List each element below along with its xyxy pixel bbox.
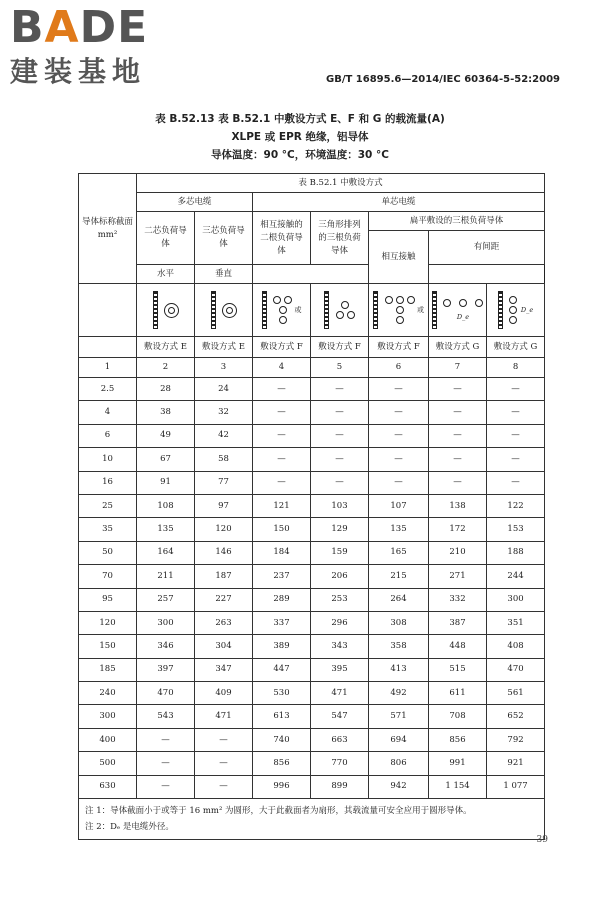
ampacity-cell: 165 [369, 541, 429, 564]
note-2: 注 2：Dₑ 是电缆外径。 [85, 822, 174, 833]
ampacity-cell: 146 [195, 541, 253, 564]
table-row [79, 775, 545, 798]
ampacity-cell: 351 [487, 611, 545, 634]
ampacity-cell: 67 [137, 448, 195, 471]
ampacity-cell: 237 [253, 565, 311, 588]
ampacity-cell: 561 [487, 682, 545, 705]
ampacity-cell: — [429, 471, 487, 494]
ampacity-cell: — [311, 471, 369, 494]
method-cell: 敷设方式 F [253, 337, 311, 358]
ampacity-cell: 206 [311, 565, 369, 588]
ampacity-cell: — [429, 401, 487, 424]
ampacity-cell: 397 [137, 658, 195, 681]
diagram-row [79, 284, 545, 337]
ampacity-cell: 740 [253, 728, 311, 751]
ampacity-cell: 448 [429, 635, 487, 658]
method-cell: 敷设方式 E [195, 337, 253, 358]
method-cell: 敷设方式 F [311, 337, 369, 358]
standard-code: GB/T 16895.6—2014/IEC 60364-5-52:2009 [326, 74, 560, 85]
ampacity-cell: 389 [253, 635, 311, 658]
ampacity-cell: — [487, 424, 545, 447]
method-cell: 敷设方式 F [369, 337, 429, 358]
ampacity-cell: 492 [369, 682, 429, 705]
table-row [79, 518, 545, 541]
ampacity-cell: 308 [369, 611, 429, 634]
table-title: 表 B.52.13 表 B.52.1 中敷设方式 E、F 和 G 的载流量(A) [155, 113, 445, 125]
ampacity-cell: — [429, 448, 487, 471]
ampacity-cell: — [253, 471, 311, 494]
ampacity-cell: 120 [195, 518, 253, 541]
ampacity-cell: — [429, 424, 487, 447]
blank-cell [79, 284, 137, 337]
table-row [79, 728, 545, 751]
cross-section-cell: 70 [79, 565, 137, 588]
ampacity-cell: 187 [195, 565, 253, 588]
cross-section-cell: 10 [79, 448, 137, 471]
column-number: 5 [311, 358, 369, 378]
table-subtitle-insulation: XLPE 或 EPR 绝缘，铝导体 [231, 131, 369, 143]
ampacity-cell: 227 [195, 588, 253, 611]
table-subtitle-temperature: 导体温度：90 °C，环境温度：30 °C [211, 149, 389, 161]
wall-icon [262, 291, 267, 329]
cross-section-cell: 35 [79, 518, 137, 541]
ampacity-cell: — [369, 401, 429, 424]
ampacity-cell: 413 [369, 658, 429, 681]
ampacity-cell: — [137, 775, 195, 798]
column-number: 3 [195, 358, 253, 378]
cross-section-cell: 6 [79, 424, 137, 447]
ampacity-cell: 332 [429, 588, 487, 611]
ampacity-cell: 253 [311, 588, 369, 611]
ampacity-cell: — [253, 424, 311, 447]
group-spaced: 有间距 [429, 231, 545, 265]
ampacity-cell: 97 [195, 494, 253, 517]
table-row [79, 494, 545, 517]
method-cell: 敷设方式 E [137, 337, 195, 358]
ampacity-cell: — [429, 378, 487, 401]
group-single-core: 单芯电缆 [253, 193, 545, 212]
stub-header: 导体标称截面 mm² [79, 174, 137, 284]
column-number-row [79, 358, 545, 378]
ampacity-cell: — [195, 752, 253, 775]
cross-section-cell: 16 [79, 471, 137, 494]
ampacity-cell: 996 [253, 775, 311, 798]
cross-section-cell: 400 [79, 728, 137, 751]
logo [10, 2, 180, 90]
wall-icon [211, 291, 216, 329]
table-row [79, 448, 545, 471]
ampacity-cell: — [253, 378, 311, 401]
ampacity-cell: 38 [137, 401, 195, 424]
group-multi-core: 多芯电缆 [137, 193, 253, 212]
cross-section-cell: 300 [79, 705, 137, 728]
group-flat: 扁平敷设的三根负荷导体 [369, 212, 545, 231]
ampacity-cell: — [487, 471, 545, 494]
wall-icon [324, 291, 329, 329]
ampacity-cell: — [137, 752, 195, 775]
ampacity-cell: 571 [369, 705, 429, 728]
ampacity-cell: 921 [487, 752, 545, 775]
ampacity-cell: 613 [253, 705, 311, 728]
ampacity-cell: 543 [137, 705, 195, 728]
ampacity-cell: 304 [195, 635, 253, 658]
table-row [79, 541, 545, 564]
data-rows [79, 378, 545, 799]
ampacity-cell: — [195, 775, 253, 798]
ampacity-cell: — [311, 378, 369, 401]
diagram-3core [195, 284, 253, 337]
ampacity-cell: 408 [487, 635, 545, 658]
ampacity-cell: — [369, 378, 429, 401]
notes-cell [79, 799, 545, 840]
ampacity-cell: — [369, 424, 429, 447]
ampacity-cell: 103 [311, 494, 369, 517]
wall-icon [432, 291, 437, 329]
ampacity-cell: 58 [195, 448, 253, 471]
ampacity-cell: 471 [195, 705, 253, 728]
ampacity-cell: 264 [369, 588, 429, 611]
ampacity-cell: 395 [311, 658, 369, 681]
ampacity-cell: 135 [137, 518, 195, 541]
column-number: 4 [253, 358, 311, 378]
ampacity-cell: 150 [253, 518, 311, 541]
wall-icon [498, 291, 503, 329]
de-label: D_e [456, 313, 470, 321]
table-row [79, 658, 545, 681]
column-number: 7 [429, 358, 487, 378]
ampacity-cell: 24 [195, 378, 253, 401]
note-1: 注 1：导体截面小于或等于 16 mm² 为圆形，大于此截面者为扇形，其载流量可安全应用于圆形导体。 [85, 806, 472, 817]
ampacity-cell: 172 [429, 518, 487, 541]
col-header-trefoil: 三角形排列的三根负荷导体 [311, 212, 369, 265]
table-row [79, 635, 545, 658]
ampacity-cell: 300 [137, 611, 195, 634]
table-title-block [0, 110, 600, 164]
cross-section-cell: 95 [79, 588, 137, 611]
col-header-2touch: 相互接触的二根负荷导体 [253, 212, 311, 265]
ampacity-cell: — [369, 448, 429, 471]
ampacity-cell: 652 [487, 705, 545, 728]
ampacity-cell: 32 [195, 401, 253, 424]
diagram-trefoil [311, 284, 369, 337]
ampacity-cell: 347 [195, 658, 253, 681]
ampacity-cell: 135 [369, 518, 429, 541]
ampacity-cell: 121 [253, 494, 311, 517]
method-cell: 敷设方式 G [487, 337, 545, 358]
ampacity-cell: 263 [195, 611, 253, 634]
ampacity-cell: 991 [429, 752, 487, 775]
ampacity-cell: 409 [195, 682, 253, 705]
diagram-flat-touch [369, 284, 429, 337]
ampacity-cell: 471 [311, 682, 369, 705]
ampacity-cell: 806 [369, 752, 429, 775]
ampacity-cell: 1 154 [429, 775, 487, 798]
ampacity-cell: 856 [253, 752, 311, 775]
table-row [79, 471, 545, 494]
ampacity-cell: 530 [253, 682, 311, 705]
ampacity-cell: — [253, 448, 311, 471]
ampacity-cell: 159 [311, 541, 369, 564]
cross-section-cell: 4 [79, 401, 137, 424]
table-row [79, 401, 545, 424]
method-row [79, 337, 545, 358]
ampacity-cell: 210 [429, 541, 487, 564]
two-core-cable-icon [164, 303, 179, 318]
ampacity-cell: 856 [429, 728, 487, 751]
logo-wordmark: BADE [10, 2, 149, 53]
method-cell: 敷设方式 G [429, 337, 487, 358]
ampacity-cell: — [369, 471, 429, 494]
ampacity-cell: — [137, 728, 195, 751]
table-row [79, 611, 545, 634]
ampacity-cell: 289 [253, 588, 311, 611]
ampacity-cell: 215 [369, 565, 429, 588]
table-row [79, 424, 545, 447]
ampacity-cell: — [253, 401, 311, 424]
diagram-2touch [253, 284, 311, 337]
ampacity-cell: 337 [253, 611, 311, 634]
table-row [79, 588, 545, 611]
wall-icon [153, 291, 158, 329]
diagram-2core [137, 284, 195, 337]
ampacity-cell: 153 [487, 518, 545, 541]
ampacity-cell: 188 [487, 541, 545, 564]
ampacity-cell: 28 [137, 378, 195, 401]
cross-section-cell: 630 [79, 775, 137, 798]
ampacity-cell: 164 [137, 541, 195, 564]
table-row [79, 752, 545, 775]
logo-chinese-text: 建装基地 [10, 55, 147, 88]
or-label: 或 [294, 305, 302, 314]
table-row [79, 705, 545, 728]
ampacity-cell: 343 [311, 635, 369, 658]
blank-cell [79, 337, 137, 358]
ampacity-cell: 387 [429, 611, 487, 634]
table-row [79, 378, 545, 401]
wall-icon [373, 291, 378, 329]
col-header-3core: 三芯负荷导体 [195, 212, 253, 265]
ampacity-cell: 792 [487, 728, 545, 751]
cross-section-cell: 500 [79, 752, 137, 775]
cross-section-cell: 240 [79, 682, 137, 705]
ampacity-cell: 42 [195, 424, 253, 447]
ampacity-table [78, 173, 545, 840]
ampacity-cell: 942 [369, 775, 429, 798]
ampacity-cell: — [487, 448, 545, 471]
ampacity-cell: — [487, 401, 545, 424]
ampacity-cell: — [311, 401, 369, 424]
cross-section-cell: 185 [79, 658, 137, 681]
cross-section-cell: 120 [79, 611, 137, 634]
ampacity-cell: 611 [429, 682, 487, 705]
ampacity-cell: 211 [137, 565, 195, 588]
ampacity-cell: 770 [311, 752, 369, 775]
ampacity-cell: 271 [429, 565, 487, 588]
ampacity-cell: — [311, 448, 369, 471]
ampacity-cell: 184 [253, 541, 311, 564]
ampacity-cell: — [487, 378, 545, 401]
ampacity-cell: 470 [487, 658, 545, 681]
de-label: D_e [520, 305, 534, 314]
column-number: 8 [487, 358, 545, 378]
ampacity-cell: 358 [369, 635, 429, 658]
col-header-flat-touch: 相互接触 [369, 231, 429, 284]
col-header-horizontal: 水平 [137, 265, 195, 284]
ampacity-cell: 49 [137, 424, 195, 447]
column-number: 1 [79, 358, 137, 378]
top-header: 表 B.52.1 中敷设方式 [137, 174, 545, 193]
col-header-vertical: 垂直 [195, 265, 253, 284]
ampacity-cell: 663 [311, 728, 369, 751]
ampacity-cell: 694 [369, 728, 429, 751]
ampacity-cell: 447 [253, 658, 311, 681]
or-label: 或 [417, 305, 424, 314]
col-header-2core: 二芯负荷导体 [137, 212, 195, 265]
column-number: 2 [137, 358, 195, 378]
column-number: 6 [369, 358, 429, 378]
three-core-cable-icon [222, 303, 237, 318]
ampacity-cell: 108 [137, 494, 195, 517]
ampacity-cell: 296 [311, 611, 369, 634]
ampacity-cell: — [311, 424, 369, 447]
page-number: 39 [536, 835, 548, 845]
ampacity-cell: 107 [369, 494, 429, 517]
table-row [79, 682, 545, 705]
ampacity-cell: 346 [137, 635, 195, 658]
diagram-horizontal [429, 284, 487, 337]
ampacity-cell: 244 [487, 565, 545, 588]
ampacity-cell: 122 [487, 494, 545, 517]
ampacity-cell: 91 [137, 471, 195, 494]
ampacity-cell: 77 [195, 471, 253, 494]
cross-section-cell: 50 [79, 541, 137, 564]
ampacity-cell: 300 [487, 588, 545, 611]
diagram-vertical [487, 284, 545, 337]
ampacity-cell: 1 077 [487, 775, 545, 798]
ampacity-cell: 129 [311, 518, 369, 541]
ampacity-cell: 708 [429, 705, 487, 728]
ampacity-cell: 899 [311, 775, 369, 798]
ampacity-cell: — [195, 728, 253, 751]
ampacity-cell: 138 [429, 494, 487, 517]
cross-section-cell: 2.5 [79, 378, 137, 401]
ampacity-cell: 470 [137, 682, 195, 705]
table-row [79, 565, 545, 588]
cross-section-cell: 25 [79, 494, 137, 517]
cross-section-cell: 150 [79, 635, 137, 658]
ampacity-cell: 547 [311, 705, 369, 728]
ampacity-cell: 257 [137, 588, 195, 611]
ampacity-cell: 515 [429, 658, 487, 681]
